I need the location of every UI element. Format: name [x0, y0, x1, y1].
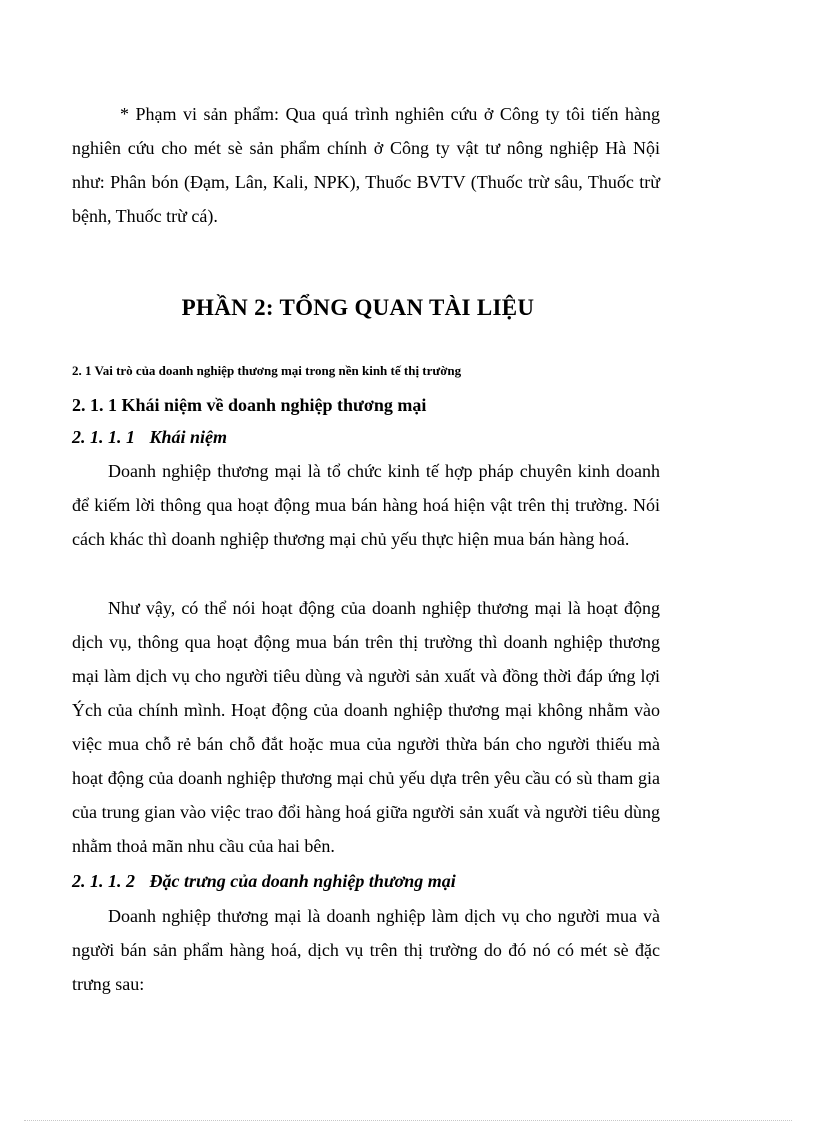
body-paragraph: Doanh nghiệp thương mại là tổ chức kinh tế hợp pháp chuyên kinh doanh để kiếm lời thông qua hoạt động mua bán hàng hoá hiện vật trên thị trường. Nói cách khác thì doanh nghiệp thương mại chủ yếu thực hiện mua bán hàng hoá.: [72, 461, 660, 549]
section-number: 2. 1. 1. 1: [72, 427, 135, 447]
section-title: Đặc trưng của doanh nghiệp thương mại: [149, 871, 456, 891]
page-bottom-rule: [24, 1120, 792, 1121]
section-heading-2-1: 2. 1 Vai trò của doanh nghiệp thương mại trong nền kinh tế thị trường: [72, 363, 462, 378]
section-number: 2. 1. 1. 2: [72, 871, 135, 891]
part-title: PHẦN 2: TỔNG QUAN TÀI LIỆU: [181, 295, 535, 320]
scope-paragraph: * Phạm vi sản phẩm: Qua quá trình nghiên cứu ở Công ty tôi tiến hàng nghiên cứu cho mét sè sản phẩm chính ở Công ty vật tư nông nghiệp Hà Nội như: Phân bón (Đạm, Lân, Kali, NPK), Thuốc BVTV (Thuốc trừ sâu, Thuốc trừ bệnh, Thuốc trừ cá).: [72, 104, 660, 226]
section-heading-2-1-1-1: [72, 425, 660, 449]
section-title: Khái niệm: [149, 427, 228, 447]
section-heading-2-1-1-2: [72, 869, 660, 893]
body-paragraph: Doanh nghiệp thương mại là doanh nghiệp làm dịch vụ cho người mua và người bán sản phẩm hàng hoá, dịch vụ trên thị trường do đó nó có mét sè đặc trưng sau:: [72, 906, 660, 994]
body-paragraph: Như vậy, có thể nói hoạt động của doanh nghiệp thương mại là hoạt động dịch vụ, thông qua hoạt động mua bán trên thị trường thì doanh nghiệp thương mại làm dịch vụ cho người tiêu dùng và người sản xuất và đồng thời đáp ứng lợi Ých của chính mình. Hoạt động của doanh nghiệp thương mại không nhằm vào việc mua chỗ rẻ bán chỗ đắt hoặc mua của người thừa bán cho người thiếu mà hoạt động của doanh nghiệp thương mại chủ yếu dựa trên yêu cầu có sù tham gia của trung gian vào việc trao đổi hàng hoá giữa người sản xuất và người tiêu dùng nhằm thoả mãn nhu cầu của hai bên.: [72, 598, 660, 856]
section-heading-2-1-1: 2. 1. 1 Khái niệm về doanh nghiệp thương mại: [72, 395, 427, 415]
